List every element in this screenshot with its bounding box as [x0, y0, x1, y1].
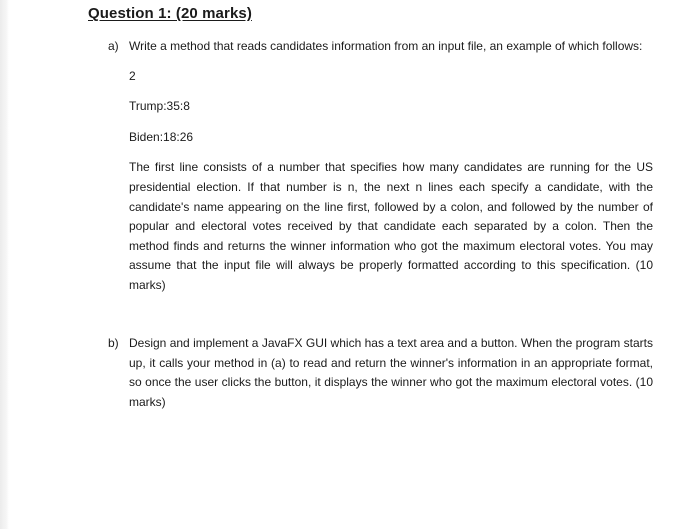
part-a-label: a) [108, 39, 119, 53]
part-b-body [129, 334, 653, 412]
sample-line-candidate-1: Trump:35:8 [129, 99, 190, 114]
part-a [108, 37, 653, 296]
sample-line-count: 2 [129, 68, 136, 83]
part-a-description: The first line consists of a number that specifies how many candidates are running for the US presidential election. If that number is n, the next n lines each specify a candidate, with the candidate's name appearing on the line first, followed by a colon, and followed by the number of popular and electoral votes received by that candidate each separated by a colon. Then the method finds and returns the winner information who got the maximum electoral votes. You may assume that the input file will always be properly formatted according to this specification. (10 marks) [129, 160, 653, 292]
sample-line-candidate-2: Biden:18:26 [129, 129, 194, 144]
part-b-label: b) [108, 336, 119, 350]
part-b-text: Design and implement a JavaFX GUI which has a text area and a button. When the program starts up, it calls your method in (a) to read and return the winner's information in an appropriate format, so once the user clicks the button, it displays the winner who got the maximum electoral votes. (10 marks) [129, 336, 653, 409]
part-b [108, 334, 653, 412]
part-a-body [129, 37, 653, 296]
part-a-intro: Write a method that reads candidates information from an input file, an example of which follows: [129, 39, 643, 53]
question-title: Question 1: (20 marks) [88, 5, 252, 22]
